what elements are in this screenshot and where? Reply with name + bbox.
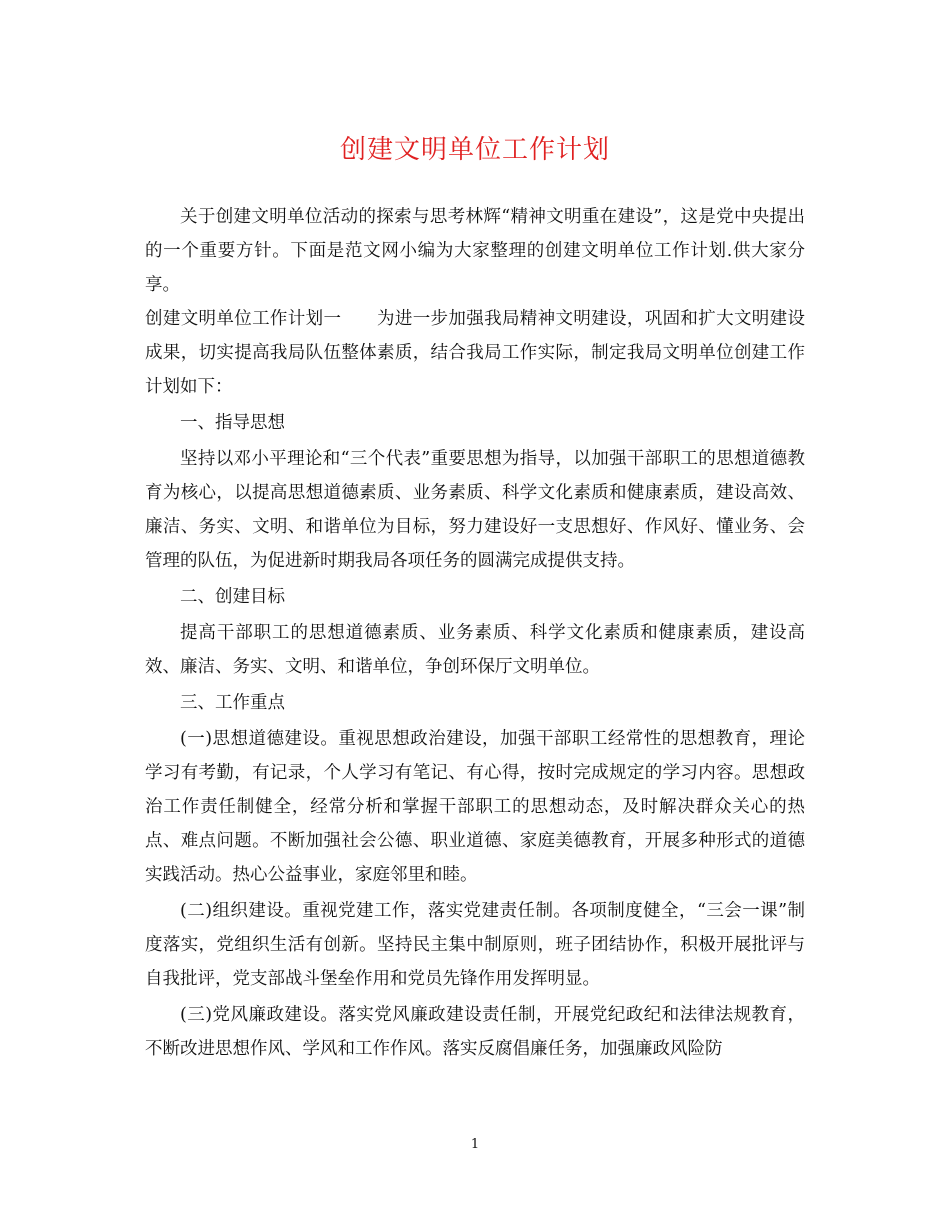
paragraph-guiding-thought: 坚持以邓小平理论和“三个代表”重要思想为指导，以加强干部职工的思想道德教育为核心，以提高思想道德素质、业务素质、科学文化素质和健康素质，建设高效、廉洁、务实、文明、和谐单位为目标，努力建设好一支思想好、作风好、懂业务、会管理的队伍，为促进新时期我局各项任务的圆满完成提供支持。	[145, 449, 805, 571]
paragraph-integrity-construction: (三)党风廉政建设。落实党风廉政建设责任制，开展党纪政纪和法律法规教育，不断改进思想作风、学风和工作作风。落实反腐倡廉任务，加强廉政风险防	[145, 1005, 805, 1059]
paragraph-intro: 关于创建文明单位活动的探索与思考林辉“精神文明重在建设”，这是党中央提出的一个重要方针。下面是范文网小编为大家整理的创建文明单位工作计划.供大家分享。	[145, 207, 805, 295]
paragraph-plan-one: 创建文明单位工作计划一 为进一步加强我局精神文明建设，巩固和扩大文明建设成果，切实提高我局队伍整体素质，结合我局工作实际，制定我局文明单位创建工作计划如下：	[145, 309, 805, 397]
heading-guiding-thought: 一、指导思想	[180, 413, 285, 433]
page-number: 1	[470, 1137, 480, 1152]
document-body	[145, 200, 805, 1066]
document-title: 创建文明单位工作计划	[339, 135, 610, 165]
paragraph-organization-construction: (二)组织建设。重视党建工作，落实党建责任制。各项制度健全，“三会一课”制度落实，党组织生活有创新。坚持民主集中制原则，班子团结协作，积极开展批评与自我批评，党支部战斗堡垒作用和党员先锋作用发挥明显。	[145, 901, 805, 989]
paragraph-moral-construction: (一)思想道德建设。重视思想政治建设，加强干部职工经常性的思想教育，理论学习有考勤，有记录，个人学习有笔记、有心得，按时完成规定的学习内容。思想政治工作责任制健全，经常分析和掌握干部职工的思想动态，及时解决群众关心的热点、难点问题。不断加强社会公德、职业道德、家庭美德教育，开展多种形式的道德实践活动。热心公益事业，家庭邻里和睦。	[145, 729, 805, 885]
paragraph-goal: 提高干部职工的思想道德素质、业务素质、科学文化素质和健康素质，建设高效、廉洁、务实、文明、和谐单位，争创环保厅文明单位。	[145, 623, 805, 677]
heading-goal: 二、创建目标	[180, 587, 285, 607]
heading-key-work: 三、工作重点	[180, 693, 285, 713]
